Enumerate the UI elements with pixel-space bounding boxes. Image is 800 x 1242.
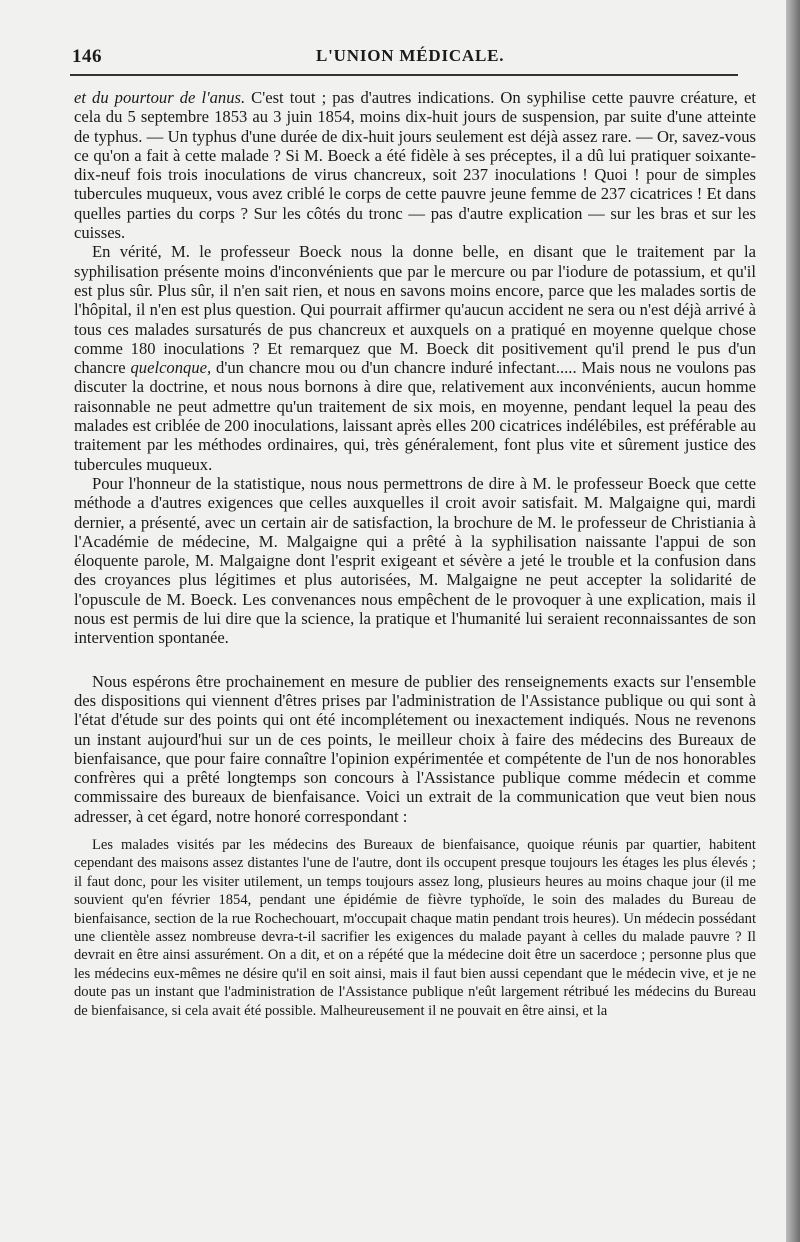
paragraph-3 — [74, 474, 756, 648]
paragraph-2 — [74, 242, 756, 474]
paragraph-4 — [74, 672, 756, 826]
quoted-letter-text: Les malades visités par les médecins des Bureaux de bienfaisance, quoique réunis par quartier, habitent cependant des maisons assez distantes l'une de l'autre, dont ils occupent presque toujours les étages les plus élevés ; il faut donc, pour les visiter utilement, un temps toujours assez long, plusieurs heures au moins chaque jour (il me souvient qu'en février 1854, pendant une épidémie de fièvre typhoïde, le soin des malades du Bureau de bienfaisance, section de la rue Rochechouart, m'occupait chaque matin pendant trois heures). Un médecin possédant une clientèle assez nombreuse devra-t-il sacrifier les exigences du malade payant à celles du malade pauvre ? Il devrait en être ainsi assurément. On a dit, et on a répété que la médecine doit être un sacerdoce ; personne plus que les médecins eux-mêmes ne désire qu'il en soit ainsi, mais il faut bien aussi cependant que le médecin vive, et je ne doute pas un instant que l'administration de l'Assistance publique n'eût largement rétribué les médecins du Bureau de bienfaisance, si cela avait été possible. Malheureusement il ne pouvait en être ainsi, et la — [74, 836, 756, 1019]
page-edge-shadow — [786, 0, 800, 1242]
header-rule — [70, 74, 738, 76]
paragraph-1-lead-italic: et du pourtour de l'anus. — [74, 88, 246, 107]
article-body — [74, 88, 756, 1020]
running-title: L'UNION MÉDICALE. — [316, 46, 505, 65]
section-gap — [74, 648, 756, 672]
paragraph-1-text: C'est tout ; pas d'autres indications. On syphilise cette pauvre créature, et cela du 5 septembre 1853 au 3 juin 1854, moins dix-huit jours de suspension, par suite d'une atteinte de typhus. — Un typhus d'une durée de dix-huit jours seulement est déjà assez rare. — Or, savez-vous ce qu'on a fait à cette malade ? Si M. Boeck a été fidèle à ses préceptes, il a dû lui pratiquer soixante-dix-neuf fois trois inoculations de virus chancreux, soit 237 inoculations ! Quoi ! pour de simples tubercules muqueux, vous avez criblé le corps de cette pauvre jeune femme de 237 cicatrices ! Et dans quelles parties du corps ? Sur les côtés du tronc — pas d'autre explication — sur les bras et sur les cuisses. — [74, 88, 756, 243]
page-number: 146 — [72, 46, 102, 67]
paragraph-2-italic: quelconque, — [130, 358, 212, 378]
paragraph-2-text-end: d'un chancre mou ou d'un chancre induré infectant..... Mais nous ne voulons pas discuter la doctrine, et nous nous bornons à dire que, relativement aux inconvénients, aucun homme raisonnable ne peut admettre qu'un traitement de six mois, en moyenne, pendant lequel la peau des malades est criblée de 200 inoculations, laissant après elles 200 cicatrices indélébiles, est préférable au traitement par les méthodes ordinaires, qui, très généralement, font plus vite et sûrement justice des tubercules muqueux. — [74, 358, 757, 474]
paragraph-2-text-start: En vérité, M. le professeur Boeck nous la donne belle, en disant que le traitement par la syphilisation présente moins d'inconvénients que par le mercure ou par l'iodure de potassium, et qu'il est plus sûr. Plus sûr, il n'en sait rien, et nous en savons moins encore, parce que les malades sortis de l'hôpital, il n'en est plus question. Qui pourrait affirmer qu'aucun accident ne sera ou n'est déjà arrivé à tous ces malades sursaturés de pus chancreux et auxquels on a pratiqué en moyenne quelque chose comme 180 inoculations ? Et remarquez que M. Boeck dit positivement qu'il prend le pus d'un chancre — [74, 242, 756, 378]
paragraph-3-text: Pour l'honneur de la statistique, nous nous permettrons de dire à M. le professeur Boeck que cette méthode a d'autres exigences que celles auxquelles il croit avoir satisfait. M. Malgaigne qui, mardi dernier, a présenté, avec un certain air de satisfaction, la brochure de M. le professeur de Christiania à l'Académie de médecine, M. Malgaigne qui a prêté à la syphilisation naissante l'appui de son éloquente parole, M. Malgaigne dont l'esprit exigeant et sévère a jeté le trouble et la confusion dans des croyances plus légitimes et plus autorisées, M. Malgaigne ne peut accepter la solidarité de l'opuscule de M. Boeck. Les convenances nous empêchent de le provoquer à une explication, mais il nous est permis de lui dire que la science, la pratique et l'humanité lui seraient reconnaissantes de son intervention spontanée. — [74, 473, 756, 648]
paragraph-4-text: Nous espérons être prochainement en mesure de publier des renseignements exacts sur l'ensemble des dispositions qui viennent d'êtres prises par l'administration de l'Assistance publique ou qui sont à l'état d'étude sur des points qui ont été incomplétement ou inexactement indiqués. Nous ne revenons un instant aujourd'hui sur un de ces points, le meilleur choix à faire des médecins des Bureaux de bienfaisance, que pour faire connaître l'opinion expérimentée et compétente de l'un de nos honorables confrères qui a prêté longtemps son concours à l'Assistance publique comme médecin et comme commissaire des bureaux de bienfaisance. Voici un extrait de la communication que veut bien nous adresser, à cet égard, notre honoré correspondant : — [74, 671, 756, 826]
quoted-letter — [74, 836, 756, 1020]
page-header — [72, 42, 740, 72]
paragraph-1 — [74, 88, 756, 242]
